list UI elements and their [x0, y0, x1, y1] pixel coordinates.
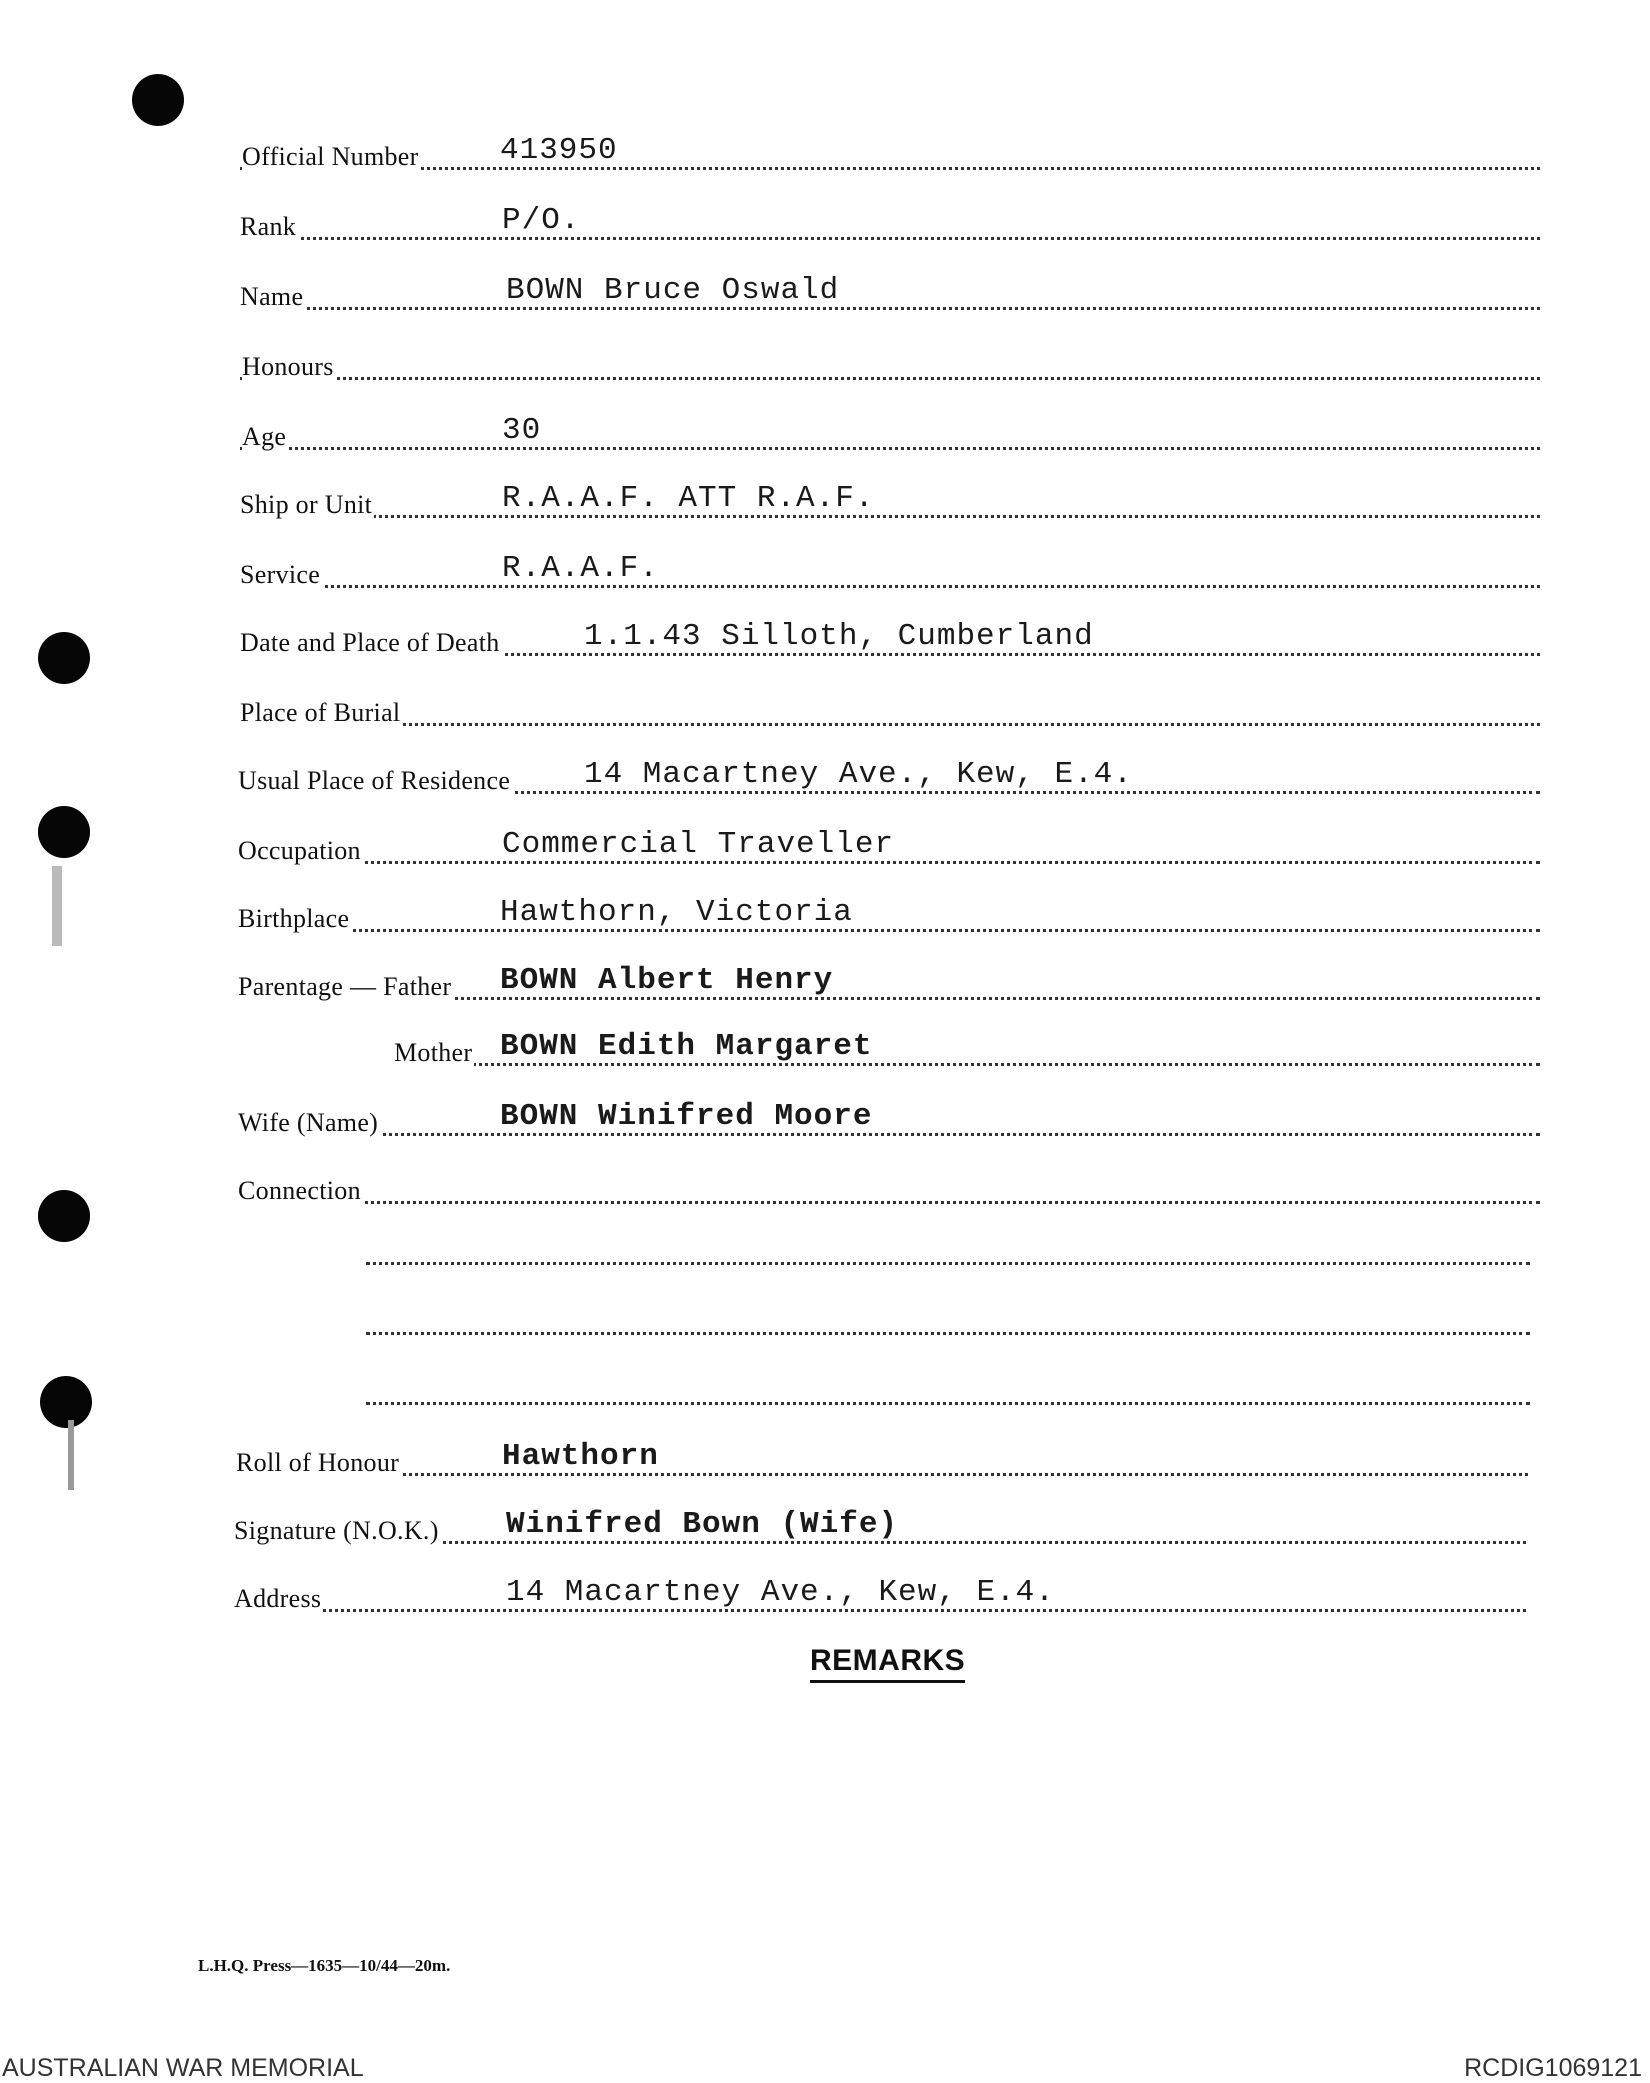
printer-imprint: L.H.Q. Press—1635—10/44—20m. — [198, 1956, 451, 1975]
field-address — [0, 1570, 1650, 1620]
field-honours — [0, 338, 1650, 388]
footer-source: AUSTRALIAN WAR MEMORIAL — [2, 2054, 364, 2082]
field-label: Usual Place of Residence — [238, 766, 511, 795]
field-label: Official Number — [242, 142, 419, 171]
field-value: P/O. — [502, 203, 581, 238]
field-place-of-burial — [0, 684, 1650, 734]
field-label: Roll of Honour — [236, 1448, 400, 1477]
field-label: Service — [240, 560, 321, 589]
field-value: BOWN Bruce Oswald — [506, 273, 840, 308]
blank-line — [366, 1332, 1530, 1335]
field-label: Occupation — [238, 836, 361, 865]
field-label: Age — [242, 422, 287, 451]
field-value: BOWN Winifred Moore — [500, 1099, 873, 1134]
field-value: Hawthorn, Victoria — [500, 895, 853, 930]
field-value: Hawthorn — [502, 1439, 659, 1474]
field-label: Date and Place of Death — [240, 628, 500, 657]
field-occupation — [0, 822, 1650, 872]
field-label: Connection — [238, 1176, 361, 1205]
field-value: R.A.A.F. — [502, 551, 659, 586]
field-label: Mother — [394, 1038, 473, 1067]
field-label: Address — [234, 1584, 322, 1613]
field-value: 14 Macartney Ave., Kew, E.4. — [584, 757, 1133, 792]
field-rank — [0, 198, 1650, 248]
field-value: 413950 — [500, 133, 618, 168]
field-value: BOWN Edith Margaret — [500, 1029, 873, 1064]
field-official-number — [0, 128, 1650, 178]
field-label: Birthplace — [238, 904, 350, 933]
field-birthplace — [0, 890, 1650, 940]
blank-line — [366, 1402, 1530, 1405]
footer-record-id: RCDIG1069121 — [1464, 2054, 1642, 2082]
field-service — [0, 546, 1650, 596]
field-label: Honours — [242, 352, 334, 381]
field-wife — [0, 1094, 1650, 1144]
field-connection — [0, 1162, 1650, 1212]
field-signature — [0, 1502, 1650, 1552]
blank-line — [366, 1262, 1530, 1265]
field-roll-of-honour — [0, 1434, 1650, 1484]
field-value: 14 Macartney Ave., Kew, E.4. — [506, 1575, 1055, 1610]
field-value: Winifred Bown (Wife) — [506, 1507, 899, 1542]
field-usual-residence — [0, 752, 1650, 802]
field-label: Wife (Name) — [238, 1108, 379, 1137]
field-name — [0, 268, 1650, 318]
field-date-place-of-death — [0, 614, 1650, 664]
field-value: BOWN Albert Henry — [500, 963, 834, 998]
field-label: Signature (N.O.K.) — [234, 1516, 439, 1545]
field-father — [0, 958, 1650, 1008]
field-value: R.A.A.F. ATT R.A.F. — [502, 481, 875, 516]
field-mother — [0, 1024, 1650, 1074]
remarks-heading: REMARKS — [810, 1644, 965, 1683]
field-age — [0, 408, 1650, 458]
field-value: Commercial Traveller — [502, 827, 895, 862]
field-ship-or-unit — [0, 476, 1650, 526]
field-label: Place of Burial — [240, 698, 401, 727]
field-label: Rank — [240, 212, 297, 241]
field-label: Name — [240, 282, 304, 311]
field-label: Ship or Unit — [240, 490, 373, 519]
field-label: Parentage — Father — [238, 972, 452, 1001]
field-value: 1.1.43 Silloth, Cumberland — [584, 619, 1094, 654]
punch-hole — [132, 74, 184, 126]
punch-hole — [40, 1376, 92, 1428]
field-value: 30 — [502, 413, 542, 448]
